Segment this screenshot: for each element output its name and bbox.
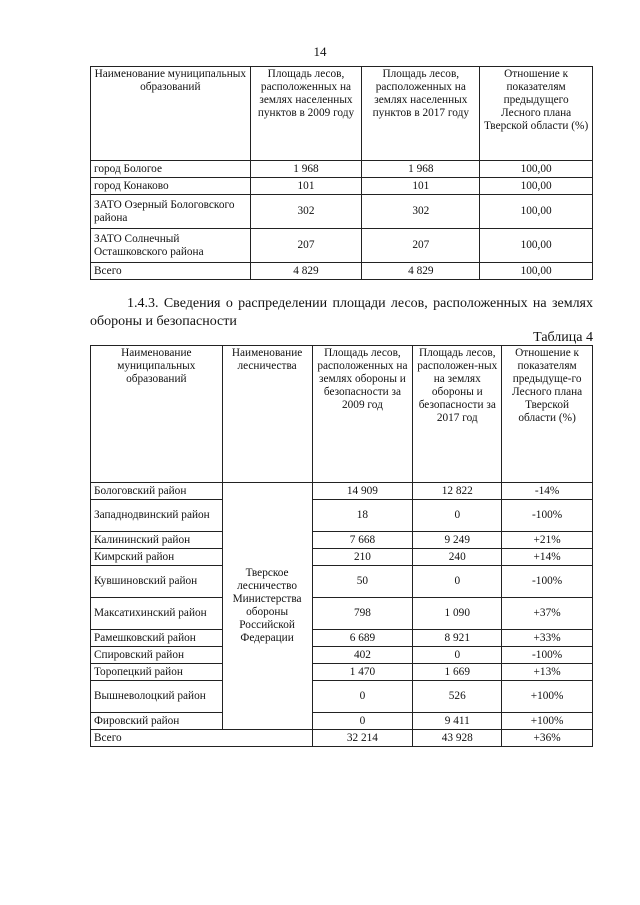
table4-cell-ratio: +13% (502, 664, 593, 681)
table4-cell-2009: 18 (312, 500, 413, 532)
table4-cell-name: Бологовский район (91, 483, 223, 500)
table3-header-area-2009: Площадь лесов, расположенных на землях населенных пунктов в 2009 году (250, 67, 362, 161)
table3-cell-2017: 302 (362, 195, 480, 229)
table4-cell-2017: 240 (413, 549, 502, 566)
table4-header-ratio: Отношение к показателям предыдуще-го Лесного плана Тверской области (%) (502, 346, 593, 483)
table-row (91, 730, 593, 747)
table4-cell-total-2009: 32 214 (312, 730, 413, 747)
table4-cell-name: Кувшиновский район (91, 566, 223, 598)
table3-cell-2009: 207 (250, 229, 362, 263)
table4-cell-total-ratio: +36% (502, 730, 593, 747)
table4-cell-name: Кимрский район (91, 549, 223, 566)
table4-header-area-2009: Площадь лесов, расположенных на землях обороны и безопасности за 2009 год (312, 346, 413, 483)
table4-cell-2017: 0 (413, 647, 502, 664)
table3-cell-name: город Бологое (91, 161, 251, 178)
table-row (91, 532, 593, 549)
table3-cell-2017: 101 (362, 178, 480, 195)
table3-cell-2017: 1 968 (362, 161, 480, 178)
table4-cell-name: Максатихинский район (91, 598, 223, 630)
table4-header-area-2017: Площадь лесов, расположен-ных на землях обороны и безопасности за 2017 год (413, 346, 502, 483)
table3-cell-ratio: 100,00 (480, 195, 593, 229)
table3-cell-2017: 207 (362, 229, 480, 263)
table-row (91, 178, 593, 195)
table4-cell-2009: 14 909 (312, 483, 413, 500)
table-row (91, 263, 593, 280)
page-number: 14 (313, 44, 327, 59)
table-row (91, 647, 593, 664)
table4-cell-2017: 9 411 (413, 713, 502, 730)
table4-cell-ratio: +33% (502, 630, 593, 647)
table3-cell-ratio: 100,00 (480, 161, 593, 178)
table4-cell-2017: 12 822 (413, 483, 502, 500)
table4-cell-name: Торопецкий район (91, 664, 223, 681)
table3-cell-ratio: 100,00 (480, 263, 593, 280)
table4-cell-name: Спировский район (91, 647, 223, 664)
table4-cell-2009: 1 470 (312, 664, 413, 681)
defense-lands-table (90, 345, 593, 747)
table3-header-ratio: Отношение к показателям предыдущего Лесного плана Тверской области (%) (480, 67, 593, 161)
table4-cell-name: Вышневолоцкий район (91, 681, 223, 713)
section-heading: 1.4.3. Сведения о распределении площади лесов, расположенных на землях обороны и безопасности (90, 296, 593, 329)
table4-cell-total-2017: 43 928 (413, 730, 502, 747)
table3-cell-ratio: 100,00 (480, 229, 593, 263)
table4-cell-2017: 0 (413, 500, 502, 532)
table4-cell-ratio: +14% (502, 549, 593, 566)
table4-cell-2009: 0 (312, 681, 413, 713)
table4-cell-ratio: +100% (502, 681, 593, 713)
table4-cell-ratio: +37% (502, 598, 593, 630)
table-row (91, 500, 593, 532)
table3-cell-2017: 4 829 (362, 263, 480, 280)
table3-cell-name: ЗАТО Озерный Бологовского района (91, 195, 251, 229)
table4-cell-name: Калининский район (91, 532, 223, 549)
table4-cell-2017: 1 090 (413, 598, 502, 630)
table4-cell-2009: 210 (312, 549, 413, 566)
table4-cell-2017: 9 249 (413, 532, 502, 549)
table4-cell-ratio: +21% (502, 532, 593, 549)
table3-cell-name: город Конаково (91, 178, 251, 195)
table4-header-municipality: Наименование муниципальных образований (91, 346, 223, 483)
table-row (91, 483, 593, 500)
table4-cell-ratio: +100% (502, 713, 593, 730)
table4-header-forestry: Наименование лесничества (222, 346, 312, 483)
table-row (91, 566, 593, 598)
table4-cell-ratio: -100% (502, 647, 593, 664)
table-row (91, 195, 593, 229)
table4-cell-2009: 50 (312, 566, 413, 598)
table4-cell-2009: 6 689 (312, 630, 413, 647)
table4-cell-2017: 8 921 (413, 630, 502, 647)
forest-settlements-table (90, 66, 593, 280)
table3-cell-name: ЗАТО Солнечный Осташковского района (91, 229, 251, 263)
table-row (91, 681, 593, 713)
table3-cell-2009: 302 (250, 195, 362, 229)
table4-cell-2009: 7 668 (312, 532, 413, 549)
table-row (91, 549, 593, 566)
table-row (91, 630, 593, 647)
table-row (91, 598, 593, 630)
table4-cell-2009: 798 (312, 598, 413, 630)
table3-cell-name: Всего (91, 263, 251, 280)
table4-cell-ratio: -14% (502, 483, 593, 500)
table4-cell-name: Фировский район (91, 713, 223, 730)
table4-label: Таблица 4 (533, 330, 593, 345)
table4-cell-2009: 0 (312, 713, 413, 730)
table4-cell-ratio: -100% (502, 500, 593, 532)
table3-cell-2009: 101 (250, 178, 362, 195)
table4-cell-name: Рамешковский район (91, 630, 223, 647)
table3-cell-2009: 1 968 (250, 161, 362, 178)
table4-cell-name: Западнодвинский район (91, 500, 223, 532)
table4-cell-ratio: -100% (502, 566, 593, 598)
table-row (91, 713, 593, 730)
table3-cell-2009: 4 829 (250, 263, 362, 280)
table3-header-municipality: Наименование муниципальных образований (91, 67, 251, 161)
table4-cell-2017: 0 (413, 566, 502, 598)
table4-cell-2017: 1 669 (413, 664, 502, 681)
table-row (91, 664, 593, 681)
table-row (91, 161, 593, 178)
table3-header-area-2017: Площадь лесов, расположенных на землях населенных пунктов в 2017 году (362, 67, 480, 161)
table3-cell-ratio: 100,00 (480, 178, 593, 195)
table4-cell-total-label: Всего (91, 730, 313, 747)
table-row (91, 229, 593, 263)
table4-cell-forestry: Тверское лесничество Министерства обороны Российской Федерации (222, 483, 312, 730)
table4-cell-2017: 526 (413, 681, 502, 713)
table4-cell-2009: 402 (312, 647, 413, 664)
